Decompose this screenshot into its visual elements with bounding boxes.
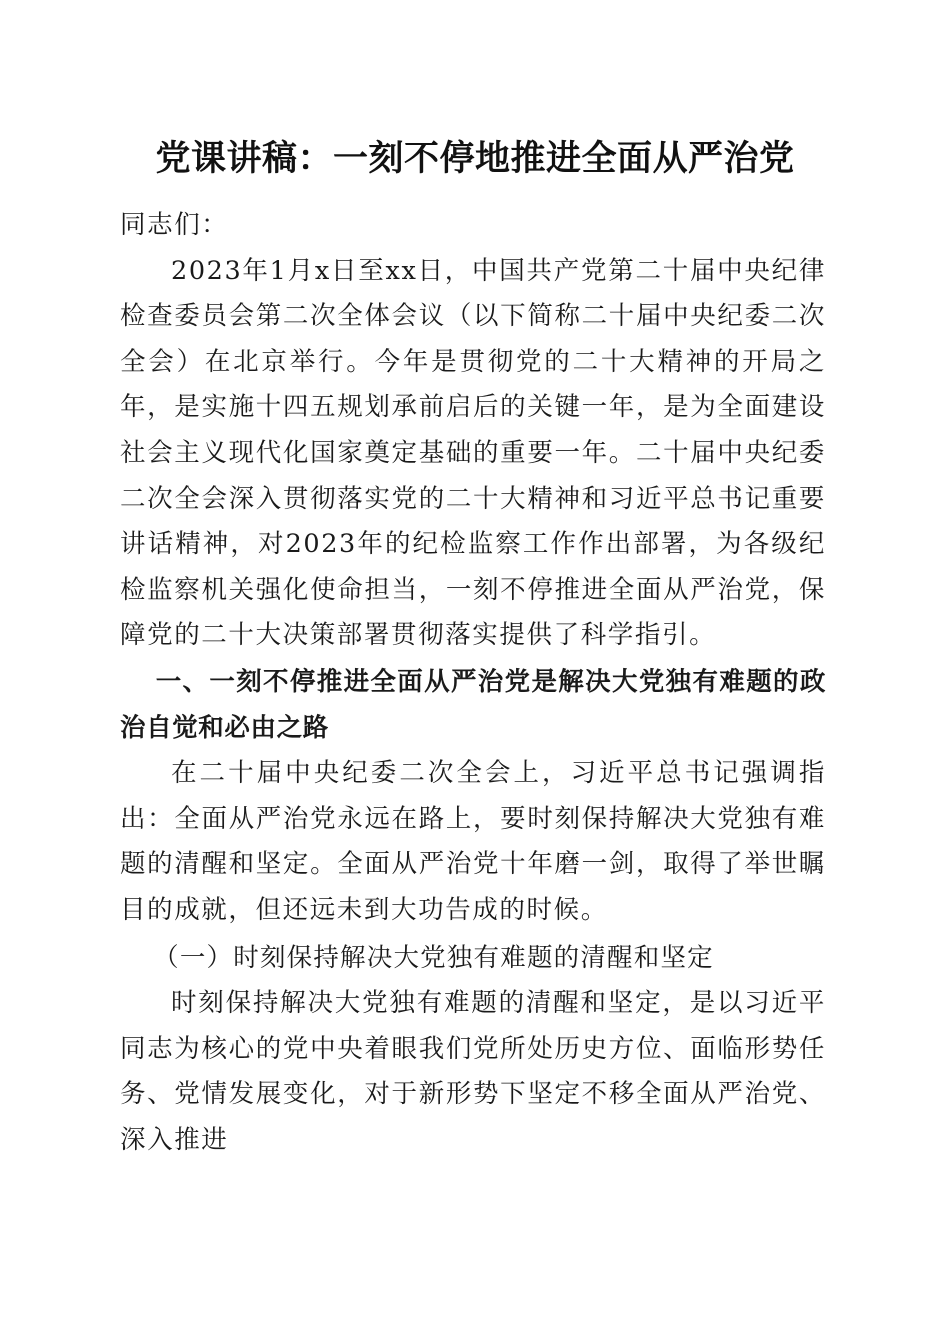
document-body (120, 203, 826, 1163)
paragraph-section-1: 在二十届中央纪委二次全会上，习近平总书记强调指出：全面从严治党永远在路上，要时刻保持解决大党独有难题的清醒和坚定。全面从严治党十年磨一剑，取得了举世瞩目的成就，但还远未到大功告成的时候。 (120, 758, 826, 925)
salutation: 同志们： (120, 210, 229, 240)
paragraph-subsection-1: 时刻保持解决大党独有难题的清醒和坚定，是以习近平同志为核心的党中央着眼我们党所处历史方位、面临形势任务、党情发展变化，对于新形势下坚定不移全面从严治党、深入推进 (120, 988, 826, 1155)
paragraph-intro: 2023年1月x日至xx日，中国共产党第二十届中央纪律检查委员会第二次全体会议（以下简称二十届中央纪委二次全会）在北京举行。今年是贯彻党的二十大精神的开局之年，是实施十四五规划承前启后的关键一年，是为全面建设社会主义现代化国家奠定基础的重要一年。二十届中央纪委二次全会深入贯彻落实党的二十大精神和习近平总书记重要讲话精神，对2023年的纪检监察工作作出部署，为各级纪检监察机关强化使命担当，一刻不停推进全面从严治党，保障党的二十大决策部署贯彻落实提供了科学指引。 (120, 255, 826, 651)
subsection-heading-1: （一）时刻保持解决大党独有难题的清醒和坚定 (153, 942, 714, 973)
document-title: 党课讲稿：一刻不停地推进全面从严治党 (155, 139, 795, 179)
section-heading-1: 一、一刻不停推进全面从严治党是解决大党独有难题的政治自觉和必由之路 (120, 666, 826, 743)
